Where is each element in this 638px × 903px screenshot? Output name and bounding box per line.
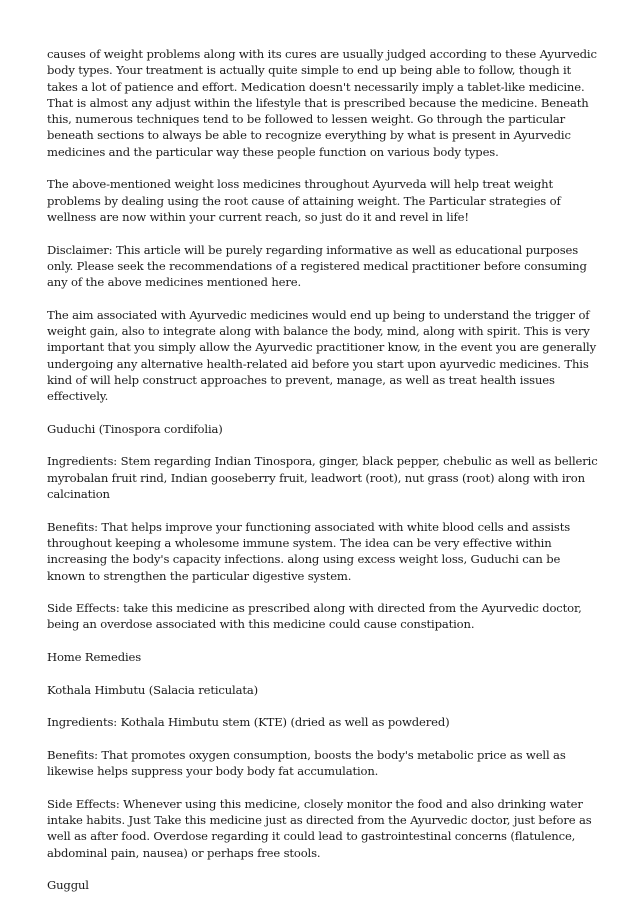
paragraph-weight-loss-medicines: The above-mentioned weight loss medicines throughout Ayurveda will help treat weight problems by dealing using the root cause of attaining weight. The Particular strategies of wellness are now within your current reach, so just do it and revel in life! <box>47 177 561 224</box>
paragraph-kothala-benefits: Benefits: That promotes oxygen consumption, boosts the body's metabolic price as well as likewise helps suppress your body body fat accumulation. <box>47 747 566 779</box>
paragraph-kothala-side-effects: Side Effects: Whenever using this medicine, closely monitor the food and also drinking water intake habits. Just Take this medicine just as directed from the Ayurvedic doctor, just before as well as after food. Overdose regarding it could lead to gastrointestinal concerns (flatulence, abdominal pain, nausea) or perhaps free stools. <box>47 796 592 860</box>
paragraph-guduchi-benefits: Benefits: That helps improve your functioning associated with white blood cells and assists throughout keeping a wholesome immune system. The idea can be very effective within increasing the body's capacity infections. along using excess weight loss, Guduchi can be known to strengthen the particular digestive system. <box>47 519 571 583</box>
heading-guduchi: Guduchi (Tinospora cordifolia) <box>47 421 223 436</box>
paragraph-guduchi-ingredients: Ingredients: Stem regarding Indian Tinospora, ginger, black pepper, chebulic as well as belleric myrobalan fruit rind, Indian gooseberry fruit, leadwort (root), nut grass (root) along with iron calcination <box>47 454 598 502</box>
heading-home-remedies: Home Remedies <box>47 649 142 664</box>
paragraph-disclaimer: Disclaimer: This article will be purely regarding informative as well as educational purposes only. Please seek the recommendations of a registered medical practitioner before consuming any of the above medicines mentioned here. <box>47 242 587 290</box>
paragraph-weight-problems-intro: causes of weight problems along with its cures are usually judged according to these Ayurvedic body types. Your treatment is actually quite simple to end up being able to follow, though it takes a lot of patience and effort. Medication doesn't necessarily imply a tablet-like medicine. That is almost any adjust within the lifestyle that is prescribed because the medicine. Beneath this, numerous techniques tend to be followed to lessen weight. Go through the particular beneath sections to always be able to recognize everything by what is present in Ayurvedic medicines and the particular way these people function on various body types. <box>47 47 597 159</box>
paragraph-kothala-ingredients: Ingredients: Kothala Himbutu stem (KTE) (dried as well as powdered) <box>47 715 450 730</box>
paragraph-guduchi-side-effects: Side Effects: take this medicine as prescribed along with directed from the Ayurvedic doctor, being an overdose associated with this medicine could cause constipation. <box>47 601 582 632</box>
heading-guggul: Guggul <box>47 878 89 893</box>
paragraph-aim-ayurvedic: The aim associated with Ayurvedic medicines would end up being to understand the trigger of weight gain, also to integrate along with balance the body, mind, along with spirit. This is very important that you simply allow the Ayurvedic practitioner know, in the event you are generally undergoing any alternative health-related aid before you start upon ayurvedic medicines. This kind of will help construct approaches to prevent, manage, as well as treat health issues effectively. <box>47 307 596 404</box>
heading-kothala-himbutu: Kothala Himbutu (Salacia reticulata) <box>47 682 259 697</box>
